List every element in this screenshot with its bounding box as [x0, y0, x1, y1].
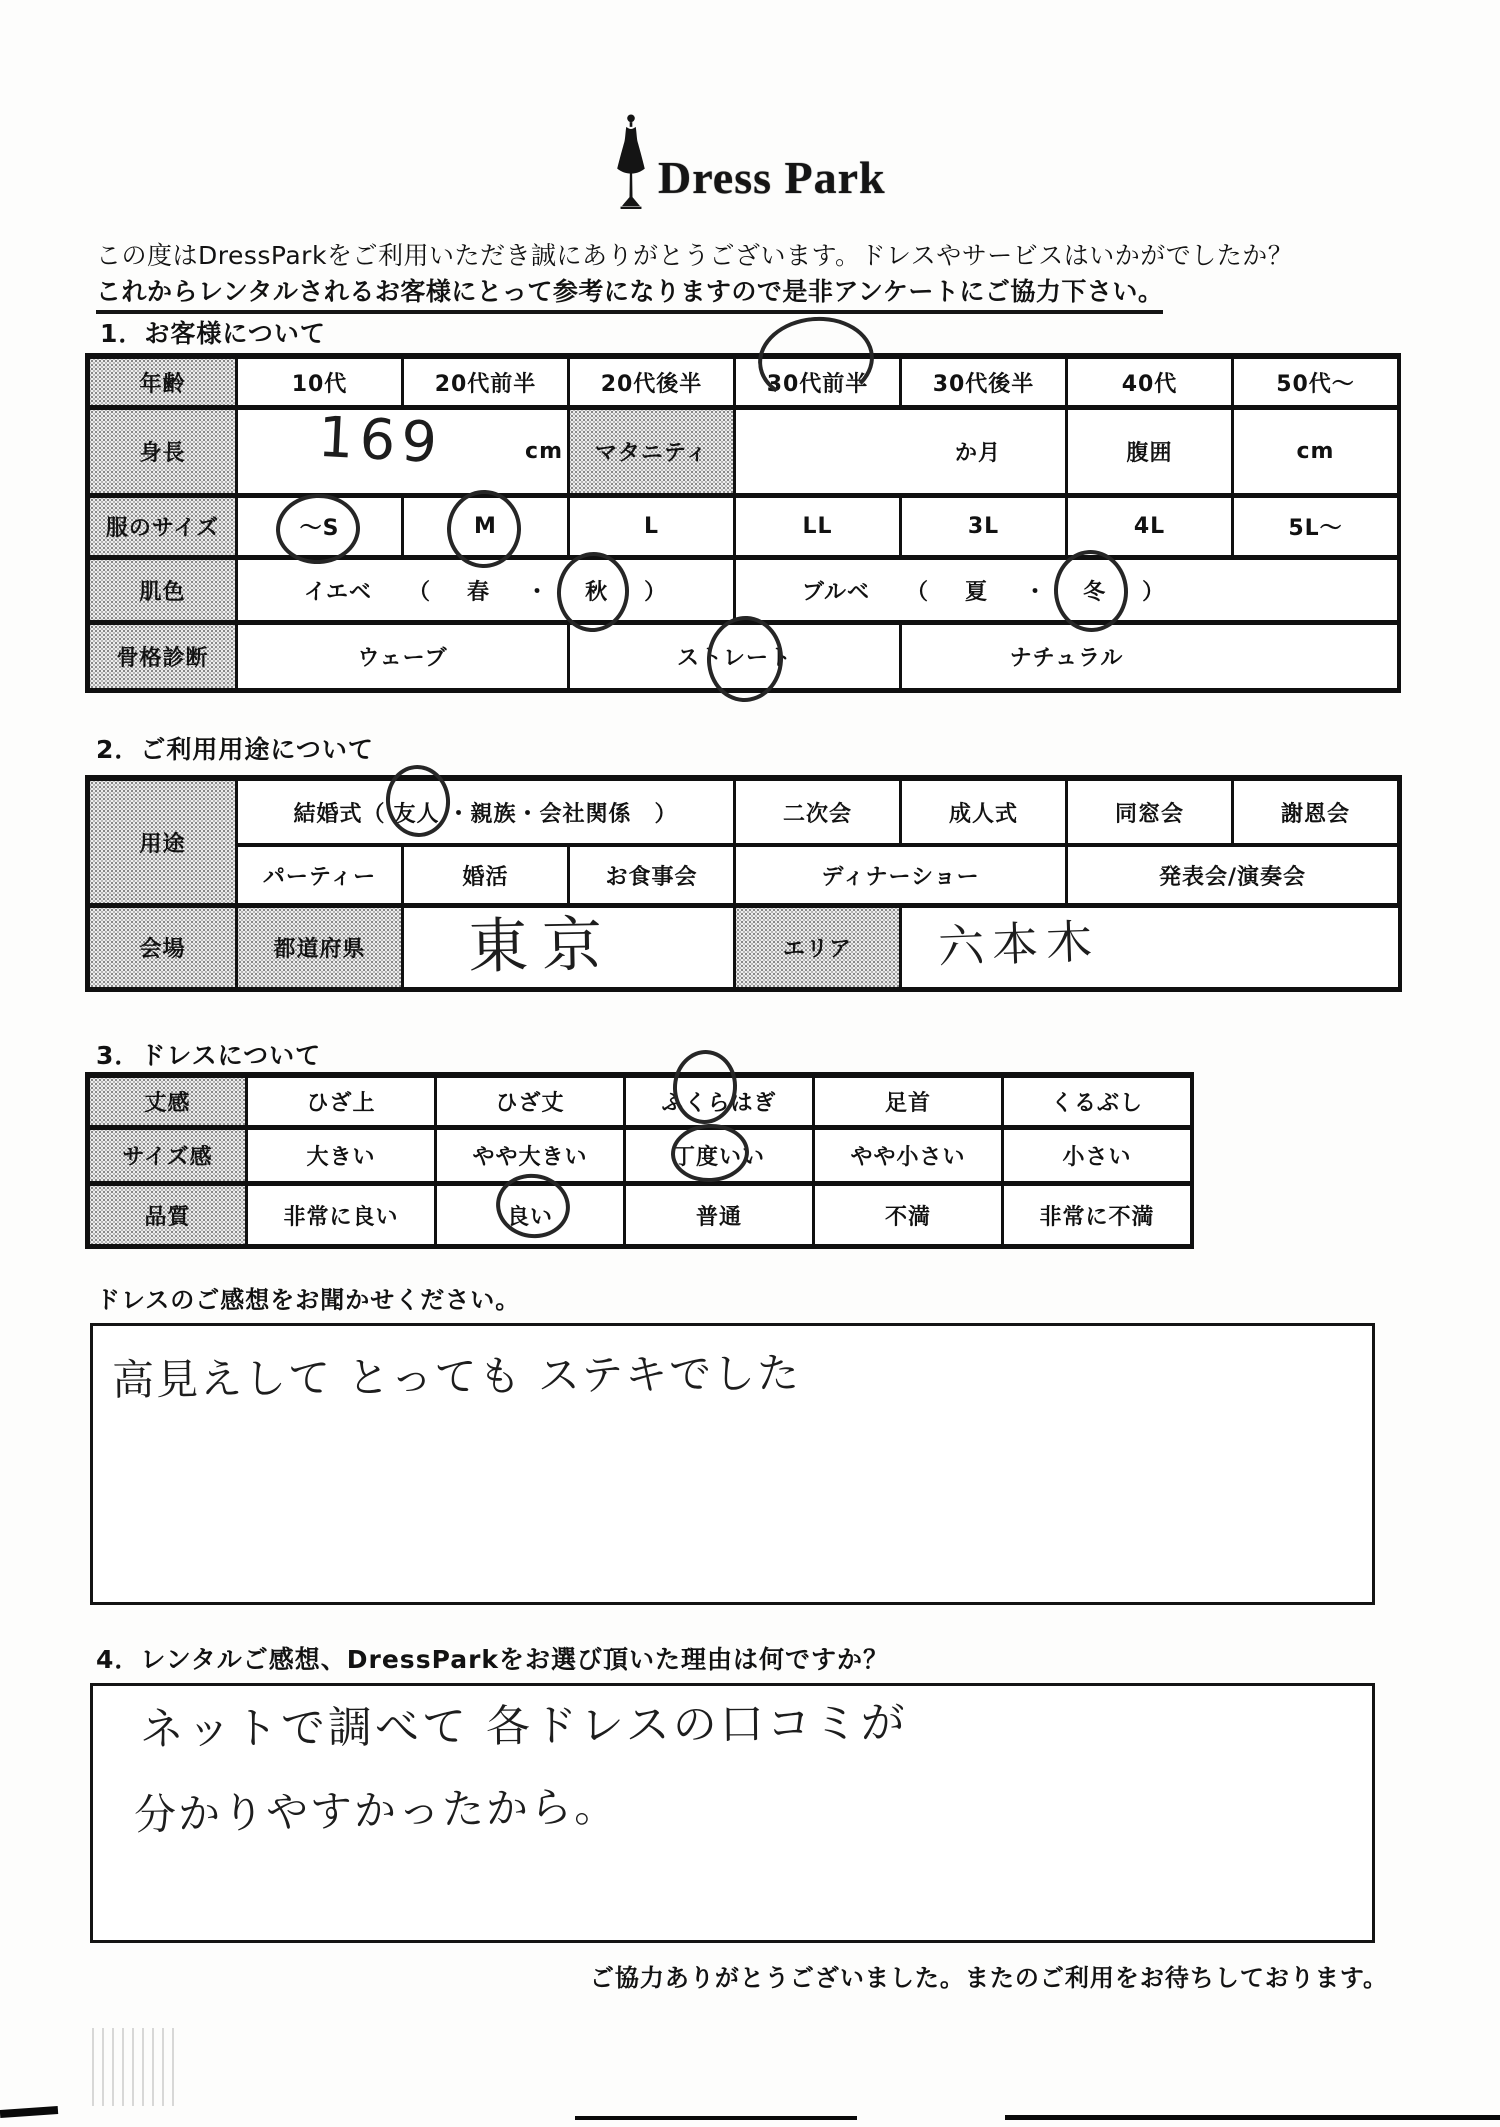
- scan-artifact-line-left: [0, 2106, 58, 2118]
- quality-label: 品質: [90, 1186, 245, 1244]
- fit-option: 大きい: [245, 1130, 434, 1181]
- intro-line1: この度はDressParkをご利用いただき誠にありがとうございます。ドレスやサービスはいかがでしたか？: [96, 241, 1294, 270]
- wedding-pre: 結婚式（: [293, 801, 386, 827]
- purpose-option: パーティー: [235, 847, 401, 903]
- size-label: 服のサイズ: [90, 498, 235, 555]
- skin-token: 夏: [965, 579, 989, 605]
- section1-heading: 1．お客様について: [100, 319, 326, 348]
- purpose-option: ディナーショー: [733, 847, 1065, 903]
- fit-option-selected: 丁度いい: [623, 1130, 812, 1181]
- fit-option: やや大きい: [434, 1130, 623, 1181]
- skin-token: ブルベ: [801, 579, 871, 605]
- dress-table: [85, 1072, 1194, 1249]
- quality-option: 不満: [812, 1186, 1001, 1244]
- brand-logo: [612, 110, 886, 214]
- skin-token: （: [408, 579, 432, 605]
- maternity-months-cell: か月: [733, 410, 1065, 493]
- age-option: 40代: [1065, 359, 1231, 405]
- maternity-label: マタニティ: [567, 410, 733, 493]
- handwritten-reason-line1: ネットで調べて 各ドレスの口コミが: [139, 1697, 908, 1756]
- handwritten-dress-comment: 高見えして とっても ステキでした: [111, 1348, 802, 1405]
- age-option: 20代前半: [401, 359, 567, 405]
- skeleton-label: 骨格診断: [90, 625, 235, 688]
- quality-option-selected: 良い: [434, 1186, 623, 1244]
- scan-smudge: [92, 2028, 174, 2106]
- fit-option: やや小さい: [812, 1130, 1001, 1181]
- handwritten-area: 六本木: [937, 914, 1101, 974]
- skin-token: ）: [644, 579, 668, 605]
- size-option-selected: ～S: [235, 498, 401, 555]
- quality-option: 非常に不満: [1001, 1186, 1190, 1244]
- fit-option: 小さい: [1001, 1130, 1190, 1181]
- purpose-rows: [85, 775, 1402, 908]
- skeleton-option: ナチュラル: [899, 625, 1231, 688]
- length-row: [85, 1072, 1194, 1130]
- section3-heading: 3．ドレスについて: [96, 1041, 322, 1070]
- size-option-selected: M: [401, 498, 567, 555]
- length-option-selected: ふくらはぎ: [623, 1078, 812, 1125]
- length-label: 丈感: [90, 1078, 245, 1125]
- purpose-option: お食事会: [567, 847, 733, 903]
- purpose-option: 成人式: [899, 781, 1065, 843]
- length-option: ひざ丈: [434, 1078, 623, 1125]
- purpose-row-2: [235, 847, 1397, 903]
- handwritten-prefecture: 東京: [467, 909, 617, 983]
- quality-option: 非常に良い: [245, 1186, 434, 1244]
- prefecture-label: 都道府県: [235, 908, 401, 987]
- skin-token: ・: [526, 579, 550, 605]
- age-option: 10代: [235, 359, 401, 405]
- area-label: エリア: [733, 908, 899, 987]
- waist-label: 腹囲: [1065, 410, 1231, 493]
- purpose-option: 二次会: [733, 781, 899, 843]
- quality-option: 普通: [623, 1186, 812, 1244]
- purpose-option: 発表会/演奏会: [1065, 847, 1397, 903]
- wedding-post: ・親族・会社関係 ）: [447, 801, 678, 827]
- skin-token: 春: [467, 579, 491, 605]
- size-option: 3L: [899, 498, 1065, 555]
- wedding-cell: [235, 781, 733, 843]
- waist-unit: cm: [1231, 410, 1397, 493]
- age-option-selected: 30代前半: [733, 359, 899, 405]
- age-option: 50代～: [1231, 359, 1397, 405]
- section2-heading: 2．ご利用用途について: [96, 735, 374, 764]
- purpose-label: 用途: [90, 781, 235, 903]
- fit-row: [85, 1130, 1194, 1186]
- skin-yellow-base-cell: [235, 560, 733, 620]
- venue-label: 会場: [90, 908, 235, 987]
- skin-blue-base-cell: [733, 560, 1231, 620]
- scan-artifact-line-mid: [575, 2116, 857, 2120]
- age-row: [85, 353, 1401, 410]
- dress-comment-prompt: ドレスのご感想をお聞かせください。: [96, 1286, 521, 1314]
- height-row: [85, 410, 1401, 498]
- skin-token: ）: [1142, 579, 1166, 605]
- scan-artifact-line-right: [1005, 2115, 1500, 2120]
- size-option: 4L: [1065, 498, 1231, 555]
- venue-row: [85, 908, 1402, 992]
- wedding-option-selected: 友人: [393, 801, 440, 827]
- dress-silhouette-icon: [612, 110, 650, 214]
- size-option: LL: [733, 498, 899, 555]
- purpose-option: 謝恩会: [1231, 781, 1397, 843]
- skin-token-selected: 冬: [1083, 579, 1107, 605]
- footer-thanks: ご協力ありがとうございました。またのご利用をお待ちしております。: [589, 1964, 1388, 1992]
- quality-row: [85, 1186, 1194, 1249]
- size-option: 5L～: [1231, 498, 1397, 555]
- skeleton-option-selected: ストレート: [567, 625, 899, 688]
- skeleton-option: ウェーブ: [235, 625, 567, 688]
- section4-heading: 4．レンタルご感想、DressParkをお選び頂いた理由は何ですか？: [96, 1645, 890, 1674]
- height-label: 身長: [90, 410, 235, 493]
- age-option: 20代後半: [567, 359, 733, 405]
- age-label: 年齢: [90, 359, 235, 405]
- purpose-option: 同窓会: [1065, 781, 1231, 843]
- skin-token-selected: 秋: [585, 579, 609, 605]
- intro-line2: これからレンタルされるお客様にとって参考になりますので是非アンケートにご協力下さい。: [96, 272, 1163, 314]
- handwritten-height: 169: [316, 404, 445, 477]
- height-unit: cm: [525, 439, 563, 464]
- purpose-option: 婚活: [401, 847, 567, 903]
- length-option: ひざ上: [245, 1078, 434, 1125]
- fit-label: サイズ感: [90, 1130, 245, 1181]
- skin-token: イエベ: [303, 579, 373, 605]
- length-option: 足首: [812, 1078, 1001, 1125]
- skin-label: 肌色: [90, 560, 235, 620]
- size-option: L: [567, 498, 733, 555]
- handwritten-reason-line2: 分かりやすかったから。: [133, 1781, 619, 1840]
- skin-token: （: [906, 579, 930, 605]
- length-option: くるぶし: [1001, 1078, 1190, 1125]
- skin-token: ・: [1024, 579, 1048, 605]
- usage-table: [85, 775, 1402, 992]
- brand-name: Dress Park: [658, 152, 886, 203]
- age-option: 30代後半: [899, 359, 1065, 405]
